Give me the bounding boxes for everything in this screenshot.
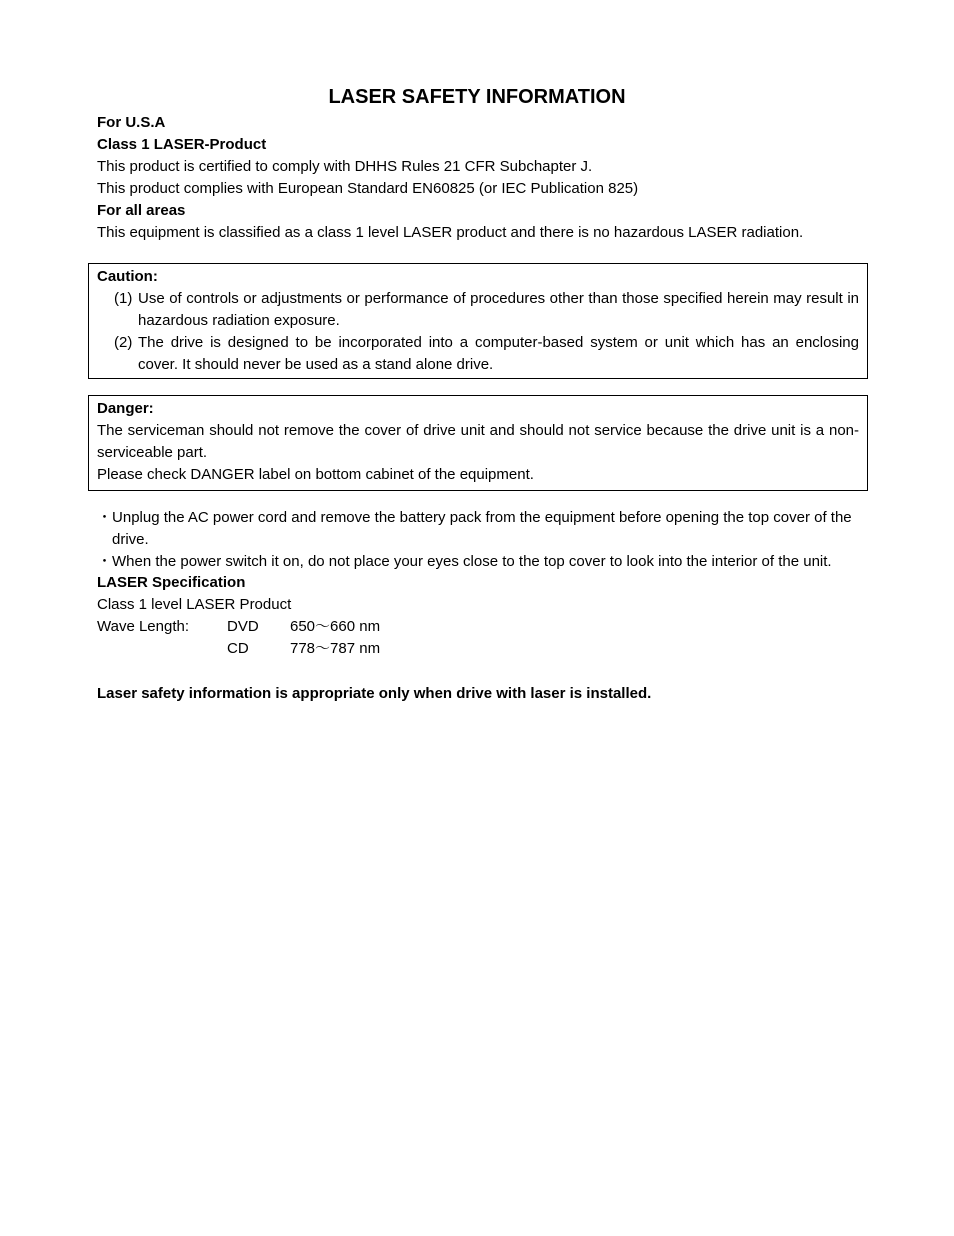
caution-item (97, 332, 859, 376)
spec-row-dvd (97, 616, 867, 638)
usa-section (97, 112, 867, 244)
caution-item (97, 288, 859, 332)
caution-item-text: The drive is designed to be incorporated into a computer-based system or unit which has an enclosing cover. It should never be used as a stand alone drive. (138, 334, 859, 373)
caution-item-number: (2) (114, 334, 133, 351)
spec-row-cd (97, 638, 867, 660)
caution-item-text: Use of controls or adjustments or performance of procedures other than those specified herein may result in hazardous radiation exposure. (138, 290, 859, 329)
danger-text: The serviceman should not remove the cover of drive unit and should not service because the drive unit is a non-serviceable part. (97, 422, 859, 461)
page-title: LASER SAFETY INFORMATION (328, 86, 626, 108)
spec-product: Class 1 level LASER Product (97, 596, 292, 613)
danger-box (88, 395, 868, 491)
install-note: Laser safety information is appropriate only when drive with laser is installed. (97, 685, 652, 702)
list-item (97, 551, 859, 573)
bullet-list (97, 507, 859, 573)
spec-range: 778～787 nm (290, 640, 381, 657)
bullet-text: Unplug the AC power cord and remove the battery pack from the equipment before opening the top cover of the drive. (112, 509, 852, 548)
spec-range: 650～660 nm (290, 618, 381, 635)
all-areas-text: This equipment is classified as a class 1 level LASER product and there is no hazardous LASER radiation. (97, 224, 804, 241)
usa-heading: For U.S.A (97, 114, 166, 131)
wave-length-label: Wave Length: (97, 618, 189, 635)
spec-heading: LASER Specification (97, 574, 246, 591)
danger-heading: Danger: (97, 400, 154, 417)
bullet-dot: ・ (97, 509, 113, 526)
caution-heading: Caution: (97, 268, 158, 285)
list-item (97, 507, 859, 551)
all-areas-heading: For all areas (97, 202, 186, 219)
bullet-dot: ・ (97, 553, 113, 570)
class-heading: Class 1 LASER-Product (97, 136, 267, 153)
en-standard-line: This product complies with European Standard EN60825 (or IEC Publication 825) (97, 180, 639, 197)
spec-type: CD (227, 640, 249, 657)
caution-box (88, 263, 868, 379)
spec-type: DVD (227, 618, 259, 635)
danger-label-note: Please check DANGER label on bottom cabinet of the equipment. (97, 466, 534, 483)
dhhs-line: This product is certified to comply with DHHS Rules 21 CFR Subchapter J. (97, 158, 593, 175)
caution-item-number: (1) (114, 290, 133, 307)
bullet-text: When the power switch it on, do not place your eyes close to the top cover to look into the interior of the unit. (112, 553, 832, 570)
spec-spacer (97, 638, 227, 660)
install-note-section (97, 683, 867, 705)
laser-spec-section (97, 572, 867, 660)
